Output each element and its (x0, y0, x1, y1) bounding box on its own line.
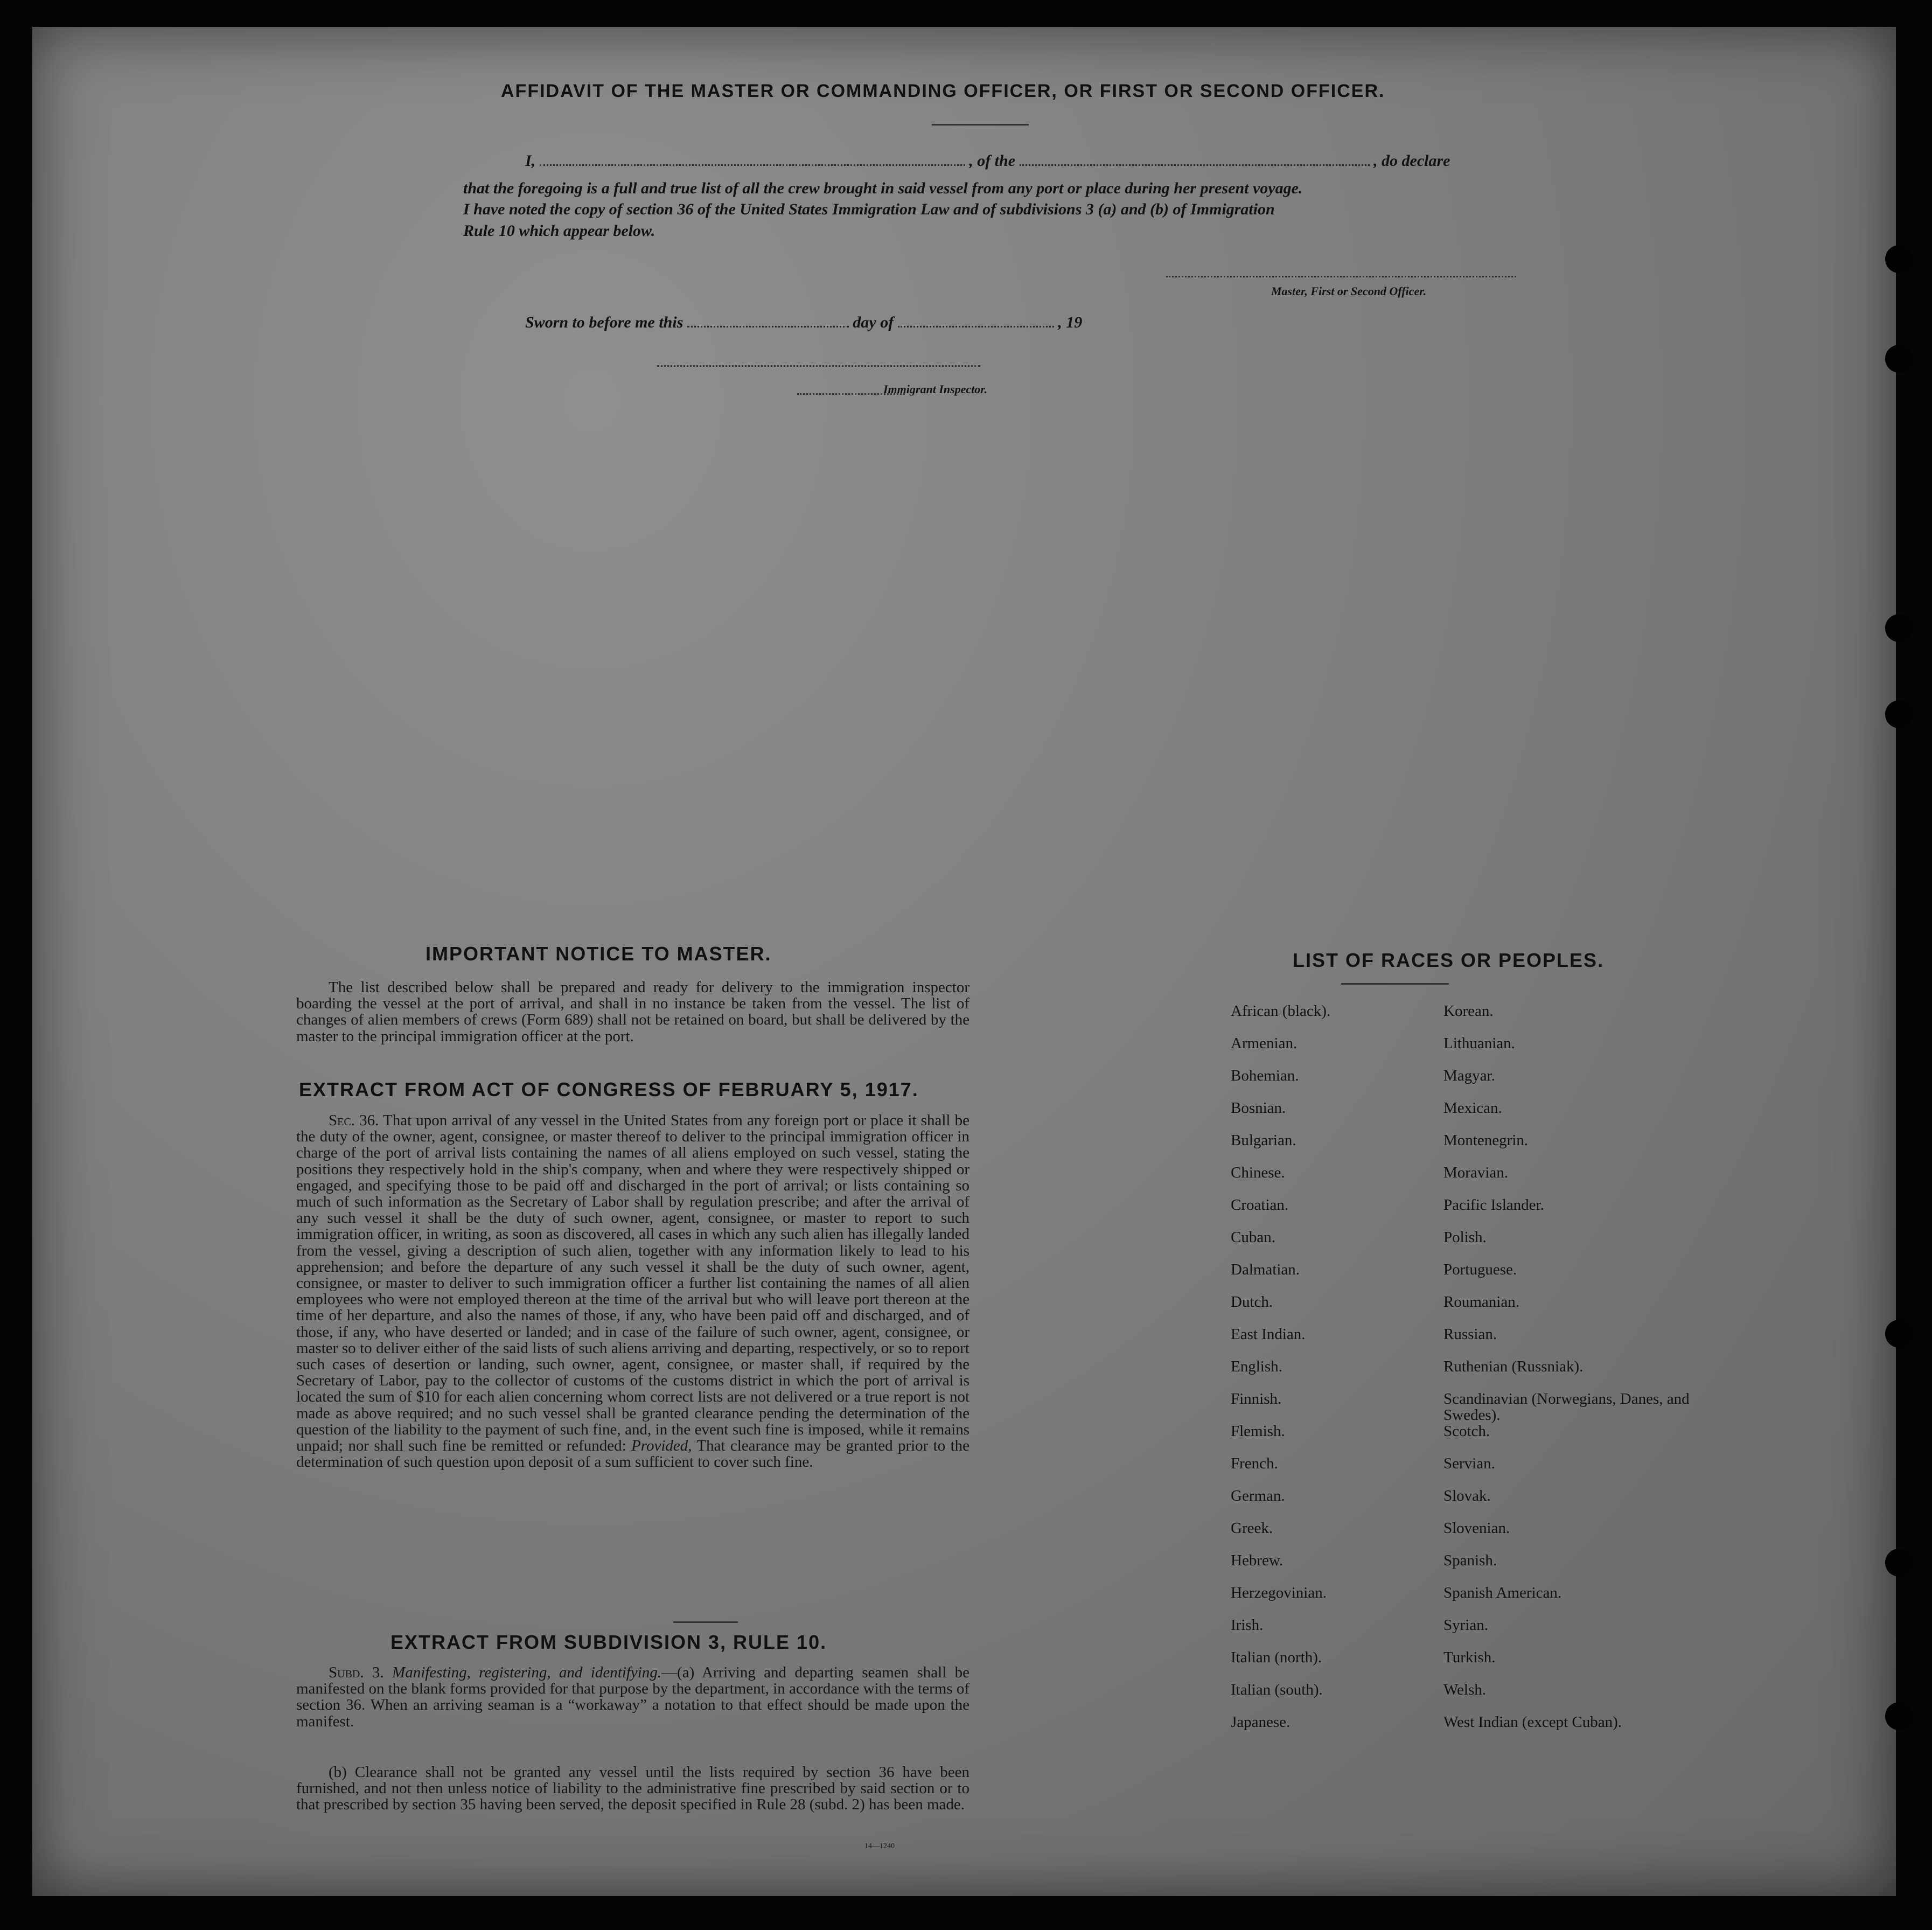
race-item: German. (1231, 1487, 1285, 1504)
signature-line[interactable] (1166, 276, 1516, 277)
race-item: Spanish. (1443, 1552, 1497, 1569)
form-number: 14—1240 (864, 1842, 895, 1850)
subd-italic: Manifesting, registering, and identifying. (392, 1664, 662, 1681)
race-item: Finnish. (1231, 1390, 1282, 1408)
race-item: Herzegovinian. (1231, 1584, 1327, 1601)
declarant-prefix: I, (525, 152, 536, 170)
race-item: Roumanian. (1443, 1293, 1519, 1311)
race-item: Armenian. (1231, 1035, 1298, 1052)
binder-hole (1885, 1320, 1913, 1348)
extract-act-title: EXTRACT FROM ACT OF CONGRESS OF FEBRUARY 5, 1917. (299, 1078, 919, 1100)
section-label: Sec. 36. (329, 1112, 379, 1129)
race-item: Chinese. (1231, 1164, 1285, 1181)
race-item: Italian (north). (1231, 1649, 1322, 1666)
race-item: Portuguese. (1443, 1261, 1517, 1278)
race-item: Italian (south). (1231, 1681, 1323, 1698)
notice-paragraph: The list described below shall be prepared and ready for delivery to the immigration inspector boarding the vessel at the port of arrival, and shall in no instance be taken from the vessel. The list of changes of alien members of crews (Form 689) shall not be retained on board, but shall be delivered by the master to the principal immigration officer at the port. (296, 979, 970, 1045)
binder-hole (1885, 614, 1913, 642)
declarant-name-field[interactable] (540, 164, 965, 166)
race-item: Pacific Islander. (1443, 1196, 1544, 1214)
title-rule (932, 124, 1029, 126)
subd-b-paragraph: (b) Clearance shall not be granted any vessel until the lists required by section 36 have been furnished, and not then unless notice of liability to the administrative fine prescribed by said section or to that prescribed by section 35 having been served, the deposit specified in Rule 28 (subd. 2) has been made. (296, 1764, 970, 1814)
race-item: Dalmatian. (1231, 1261, 1300, 1278)
race-item: West Indian (except Cuban). (1443, 1713, 1622, 1731)
race-item: Scandinavian (Norwegians, Danes, and Swedes). (1443, 1390, 1690, 1424)
race-item: Scotch. (1443, 1423, 1490, 1440)
binder-hole (1885, 700, 1913, 728)
subd-3-paragraph (296, 1664, 970, 1730)
races-rule (1341, 983, 1449, 985)
race-item: Polish. (1443, 1229, 1487, 1246)
races-title: LIST OF RACES OR PEOPLES. (1293, 949, 1605, 971)
race-item: Irish. (1231, 1617, 1264, 1634)
signature-label: Master, First or Second Officer. (1271, 284, 1427, 298)
race-item: Welsh. (1443, 1681, 1487, 1698)
race-item: Spanish American. (1443, 1584, 1562, 1601)
races-left-column (1231, 1003, 1446, 1746)
race-item: Servian. (1443, 1455, 1495, 1472)
races-right-column (1443, 1003, 1702, 1746)
race-item: Dutch. (1231, 1293, 1273, 1311)
race-item: Moravian. (1443, 1164, 1508, 1181)
race-item: Hebrew. (1231, 1552, 1284, 1569)
binder-hole (1885, 345, 1913, 373)
race-item: Ruthenian (Russniak). (1443, 1358, 1584, 1375)
race-item: Bulgarian. (1231, 1132, 1296, 1149)
inspector-label: Immigrant Inspector. (883, 382, 988, 396)
sworn-text: Sworn to before me this (525, 313, 683, 331)
race-item: Bosnian. (1231, 1099, 1286, 1117)
of-the-text: , of the (969, 152, 1016, 170)
race-item: Greek. (1231, 1520, 1273, 1537)
race-item: Turkish. (1443, 1649, 1496, 1666)
race-item: Magyar. (1443, 1067, 1495, 1084)
section-rule (673, 1621, 738, 1623)
section-text: That upon arrival of any vessel in the United States from any foreign port or place it shall be the duty of the owner, agent, consignee, or master thereof to deliver to the principal immigration officer in charge of the port of arrival lists containing the names of all aliens employed on such vessel, stating the positions they respectively hold in the ship's company, when and where they were respectively shipped or engaged, and specifying those to be paid off and discharged in the port of arrival; or lists containing so much of such information as the Secretary of Labor shall by regulation prescribe; and after the arrival of any such vessel it shall be the duty of such owner, agent, consignee, or master to report to such immigration officer, in writing, as soon as discovered, all cases in which any such alien has illegally landed from the vessel, giving a description of such alien, together with any information likely to lead to his apprehension; and before the departure of any such vessel it shall be the duty of such owner, agent, consignee, or master to deliver to such immigration officer a further list containing the names of all alien employees who were not employed thereon at the time of the arrival but who will leave port thereon at the time of her departure, and also the names of those, if any, who have been paid off and discharged, and of those, if any, who have deserted or landed; and in case of the failure of such owner, agent, consignee, or master so to deliver either of the said lists of such aliens arriving and departing, respectively, or so to report such cases of desertion or landing, such owner, agent, consignee, or master shall, if required by the Secretary of Labor, pay to the collector of customs of the customs district in which the port of arrival is located the sum of $10 for each alien concerning whom correct lists are not delivered or a true report is not made as above required; and no such vessel shall be granted clearance pending the determination of the question of the liability to the payment of such fine, and, in the event such fine is imposed, while it remains unpaid; nor shall such fine be remitted or refunded: (296, 1112, 970, 1455)
extract-rule-title: EXTRACT FROM SUBDIVISION 3, RULE 10. (390, 1631, 827, 1653)
inspector-signature-line[interactable] (657, 365, 980, 367)
race-item: English. (1231, 1358, 1282, 1375)
day-of-text: day of (853, 313, 894, 331)
race-item: Slovenian. (1443, 1520, 1510, 1537)
race-item: Slovak. (1443, 1487, 1491, 1504)
race-item: Mexican. (1443, 1099, 1502, 1117)
binder-hole (1885, 1702, 1913, 1730)
race-item: Bohemian. (1231, 1067, 1299, 1084)
document-page (32, 27, 1896, 1896)
sworn-day-field[interactable] (687, 326, 849, 328)
do-declare-text: , do declare (1373, 152, 1450, 170)
race-item: Russian. (1443, 1326, 1497, 1343)
race-item: East Indian. (1231, 1326, 1306, 1343)
affidavit-line4: Rule 10 which appear below. (463, 222, 655, 240)
race-item: Japanese. (1231, 1713, 1291, 1731)
vessel-name-field[interactable] (1020, 164, 1370, 166)
race-item: Syrian. (1443, 1617, 1488, 1634)
sworn-month-field[interactable] (898, 326, 1054, 328)
race-item: Flemish. (1231, 1423, 1285, 1440)
binder-hole (1885, 245, 1913, 273)
race-item: Croatian. (1231, 1196, 1289, 1214)
race-item: Lithuanian. (1443, 1035, 1515, 1052)
provided-word: Provided, (631, 1437, 692, 1455)
notice-title: IMPORTANT NOTICE TO MASTER. (426, 943, 772, 965)
section-text-end: That clearance may be granted prior to the determination of such question upon deposit of a sum sufficient to cover such fine. (296, 1437, 970, 1471)
race-item: African (black). (1231, 1002, 1331, 1020)
subd-label: Subd. 3. (329, 1664, 384, 1681)
binder-hole (1885, 1549, 1913, 1577)
affidavit-title: AFFIDAVIT OF THE MASTER OR COMMANDING OFFICER, OR FIRST OR SECOND OFFICER. (501, 81, 1385, 101)
section-36-paragraph (296, 1112, 970, 1470)
race-item: French. (1231, 1455, 1278, 1472)
subd-text: —(a) Arriving and departing seamen shall be manifested on the blank forms provided for that purpose by the department, in accordance with the terms of section 36. When an arriving seaman is a “workaway” a notation to that effect should be made upon the manifest. (296, 1664, 970, 1730)
race-item: Cuban. (1231, 1229, 1275, 1246)
sworn-line (525, 313, 1082, 332)
affidavit-line2: that the foregoing is a full and true list of all the crew brought in said vessel from any port or place during her present voyage. (463, 179, 1303, 197)
affidavit-line3: I have noted the copy of section 36 of the United States Immigration Law and of subdivisions 3 (a) and (b) of Immigration (463, 200, 1275, 218)
year-prefix: , 19 (1058, 313, 1083, 331)
race-item: Montenegrin. (1443, 1132, 1529, 1149)
race-item: Korean. (1443, 1002, 1494, 1020)
affidavit-line1 (525, 152, 1549, 170)
